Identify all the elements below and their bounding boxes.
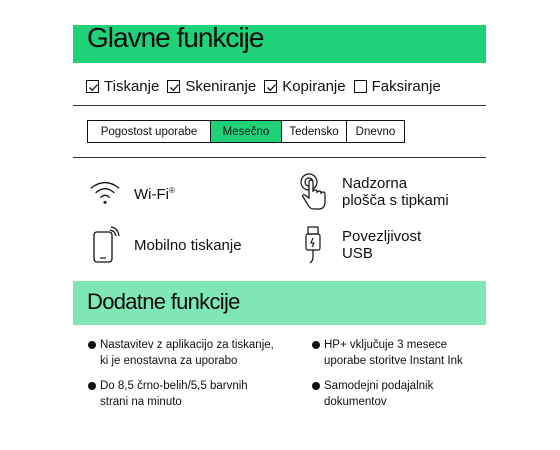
feature-label-line2: USB bbox=[342, 245, 373, 262]
bullet-item bbox=[88, 337, 288, 369]
feature-wifi bbox=[88, 173, 175, 211]
feature-mobile-print bbox=[88, 226, 242, 264]
checkmark-icon bbox=[88, 82, 99, 93]
usb-cable-icon bbox=[296, 226, 330, 264]
capability-print bbox=[86, 78, 159, 95]
usage-frequency-selector bbox=[87, 120, 405, 143]
main-features-header bbox=[73, 22, 486, 63]
frequency-option-weekly: Tedensko bbox=[282, 121, 347, 142]
checkbox-checked bbox=[86, 80, 99, 93]
bullet-line1: Do 8,5 črno-belih/5,5 barvnih bbox=[100, 380, 248, 392]
usage-frequency-label: Pogostost uporabe bbox=[88, 121, 211, 142]
bullet-line2: strani na minuto bbox=[100, 396, 182, 408]
feature-label-line1: Nadzorna bbox=[342, 175, 408, 192]
checkbox-checked bbox=[167, 80, 180, 93]
touch-panel-icon bbox=[296, 173, 330, 211]
registered-mark: ® bbox=[168, 185, 175, 195]
frequency-option-monthly: Mesečno bbox=[211, 121, 282, 142]
bullet-item bbox=[312, 337, 512, 369]
capability-label: Faksiranje bbox=[371, 77, 441, 95]
bullet-item bbox=[312, 378, 512, 410]
divider bbox=[73, 157, 486, 158]
bullet-item bbox=[88, 378, 288, 410]
feature-label: Mobilno tiskanje bbox=[134, 236, 242, 254]
checkbox-checked bbox=[264, 80, 277, 93]
main-features-title: Glavne funkcije bbox=[87, 22, 264, 53]
feature-usb bbox=[296, 226, 421, 264]
wifi-icon bbox=[88, 173, 122, 211]
bullet-line1: Samodejni podajalnik bbox=[324, 380, 434, 392]
bullet-dot-icon bbox=[88, 341, 96, 349]
extra-features-title: Dodatne funkcije bbox=[87, 289, 240, 314]
feature-label-line2: plošča s tipkami bbox=[342, 192, 449, 209]
capability-copy bbox=[264, 78, 345, 95]
feature-label: Wi-Fi bbox=[134, 185, 169, 203]
bullet-dot-icon bbox=[312, 382, 320, 390]
capability-fax bbox=[354, 78, 441, 95]
mobile-print-icon bbox=[88, 226, 122, 264]
checkmark-icon bbox=[169, 82, 180, 93]
bullet-line2: uporabe storitve Instant Ink bbox=[324, 355, 463, 367]
feature-touch-panel bbox=[296, 173, 449, 211]
capability-scan bbox=[167, 78, 256, 95]
checkbox-unchecked bbox=[354, 80, 367, 93]
capabilities-row bbox=[86, 76, 449, 96]
frequency-option-daily: Dnevno bbox=[355, 125, 396, 138]
feature-label-line1: Povezljivost bbox=[342, 228, 422, 245]
capability-label: Kopiranje bbox=[282, 77, 346, 95]
divider bbox=[73, 105, 486, 106]
bullet-dot-icon bbox=[312, 341, 320, 349]
bullet-line2: dokumentov bbox=[324, 396, 387, 408]
capability-label: Tiskanje bbox=[104, 77, 160, 95]
bullet-dot-icon bbox=[88, 382, 96, 390]
bullet-line1: HP+ vključuje 3 mesece bbox=[324, 339, 448, 351]
extra-features-header bbox=[73, 281, 486, 325]
bullet-line1: Nastavitev z aplikacijo za tiskanje, bbox=[100, 339, 274, 351]
bullet-line2: ki je enostavna za uporabo bbox=[100, 355, 238, 367]
capability-label: Skeniranje bbox=[185, 77, 257, 95]
checkmark-icon bbox=[266, 82, 277, 93]
